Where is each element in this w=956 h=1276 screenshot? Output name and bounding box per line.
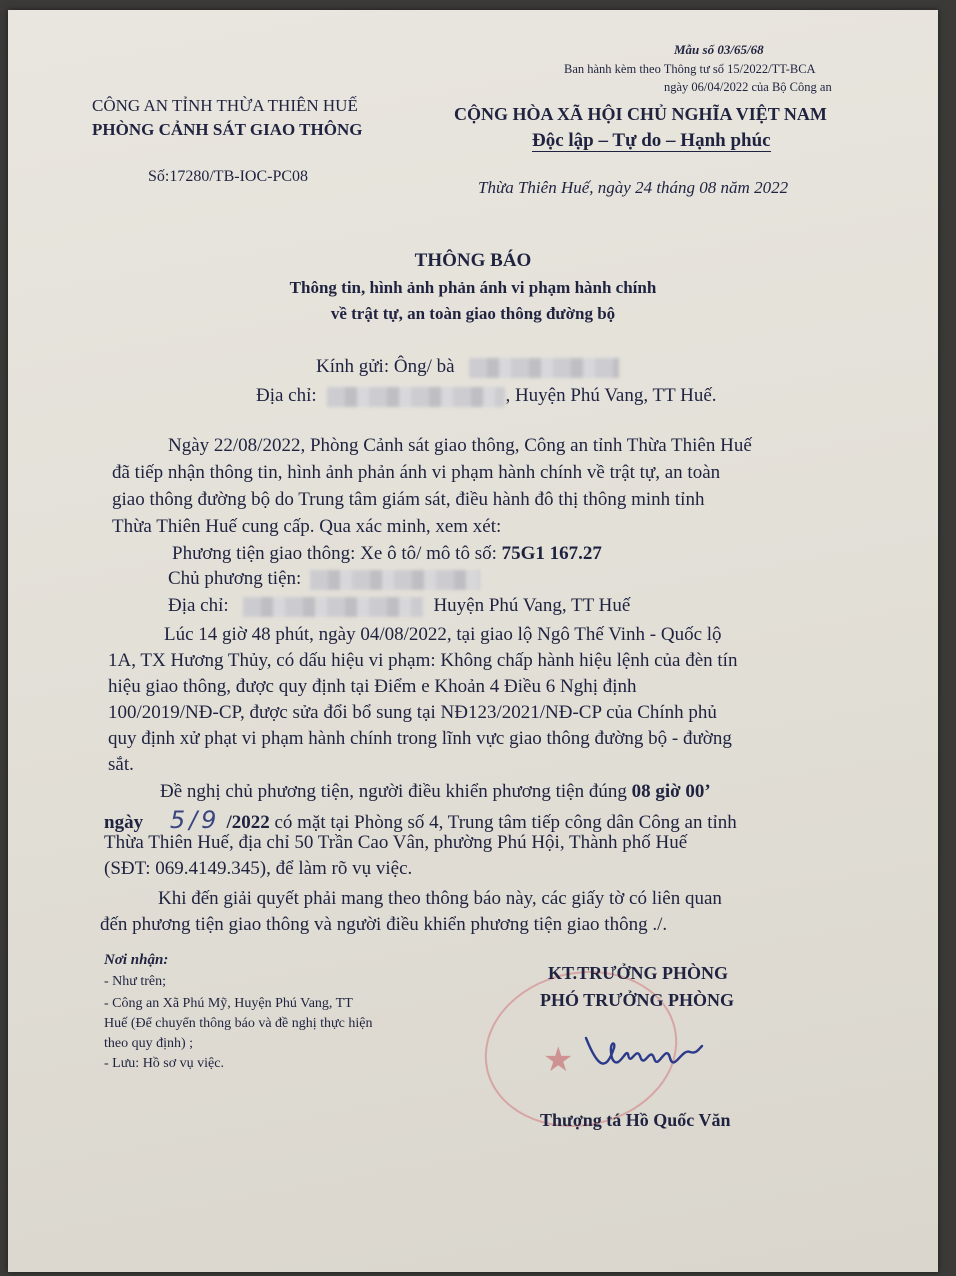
owner-address	[168, 595, 630, 617]
greeting-label: Kính gửi: Ông/ bà	[316, 356, 455, 377]
place-date: Thừa Thiên Huế, ngày 24 tháng 08 năm 2022	[478, 178, 789, 197]
recipient-item: - Lưu: Hồ sơ vụ việc.	[104, 1056, 224, 1071]
recipient-address	[256, 385, 717, 407]
vehicle-plate: 75G1 167.27	[501, 543, 602, 564]
document-subtitle-1: Thông tin, hình ảnh phản ánh vi phạm hành chính	[289, 278, 657, 297]
signer-title-1: KT.TRƯỞNG PHÒNG	[548, 963, 728, 983]
vehicle-info	[172, 543, 602, 565]
appointment-line	[160, 781, 711, 803]
vehicle-label: Phương tiện giao thông: Xe ô tô/ mô tô số:	[172, 543, 502, 564]
nation-motto	[532, 130, 771, 152]
body-line: đến phương tiện giao thông và người điều khiển phương tiện giao thông ./.	[100, 914, 668, 935]
redacted-owner-address	[243, 597, 423, 617]
body-line: đã tiếp nhận thông tin, hình ảnh phản ánh vi phạm hành chính về trật tự, an toàn	[112, 462, 721, 483]
redacted-name	[469, 358, 619, 378]
body-line: (SĐT: 069.4149.345), để làm rõ vụ việc.	[104, 858, 413, 879]
appointment-year: /2022	[226, 812, 270, 833]
seal-star-icon: ★	[543, 1042, 574, 1079]
nation-title: CỘNG HÒA XÃ HỘI CHỦ NGHĨA VIỆT NAM	[454, 104, 827, 124]
agency-department: PHÒNG CẢNH SÁT GIAO THÔNG	[92, 120, 363, 139]
appointment-place: có mặt tại Phòng số 4, Trung tâm tiếp công dân Công an tỉnh	[269, 812, 737, 833]
owner-address-tail: Huyện Phú Vang, TT Huế	[433, 595, 631, 616]
body-line: giao thông đường bộ do Trung tâm giám sát, điều hành đô thị thông minh tỉnh	[112, 489, 705, 510]
appointment-text: Đề nghị chủ phương tiện, người điều khiển phương tiện đúng	[160, 781, 632, 802]
form-number: Mẫu số 03/65/68	[674, 42, 764, 57]
body-line: 1A, TX Hương Thủy, có dấu hiệu vi phạm: Không chấp hành hiệu lệnh của đèn tín	[108, 650, 738, 671]
document-number: Số:17280/TB-IOC-PC08	[148, 168, 309, 185]
signer-title-2: PHÓ TRƯỞNG PHÒNG	[540, 990, 735, 1010]
body-line: hiệu giao thông, được quy định tại Điểm e Khoản 4 Điều 6 Nghị định	[108, 676, 637, 697]
motto-text: Độc lập – Tự do – Hạnh phúc	[532, 130, 771, 151]
body-line: Thừa Thiên Huế cung cấp. Qua xác minh, xem xét:	[112, 516, 502, 537]
issued-by-line2: ngày 06/04/2022 của Bộ Công an	[664, 80, 832, 94]
appointment-date-line	[104, 806, 737, 834]
body-line: Khi đến giải quyết phải mang theo thông báo này, các giấy tờ có liên quan	[158, 888, 722, 909]
document-page	[8, 10, 938, 1272]
document-title: THÔNG BÁO	[414, 250, 532, 271]
signature	[578, 1028, 708, 1078]
address-label: Địa chỉ:	[256, 385, 317, 406]
appointment-time: 08 giờ 00’	[631, 781, 711, 802]
redacted-address	[327, 387, 505, 407]
body-line: Thừa Thiên Huế, địa chỉ 50 Trần Cao Vân, phường Phú Hội, Thành phố Huế	[104, 832, 688, 853]
day-label: ngày	[104, 812, 144, 833]
agency-name: CÔNG AN TỈNH THỪA THIÊN HUẾ	[92, 96, 358, 115]
address-tail: , Huyện Phú Vang, TT Huế.	[505, 385, 717, 406]
recipient-item: - Như trên;	[104, 974, 167, 989]
issued-by-line1: Ban hành kèm theo Thông tư số 15/2022/TT-BCA	[564, 62, 816, 76]
body-line: sắt.	[108, 754, 134, 775]
handwritten-date: 5/9	[169, 806, 221, 834]
document-subtitle-2: về trật tự, an toàn giao thông đường bộ	[330, 304, 616, 323]
owner-info	[168, 568, 480, 590]
recipient-item: Huế (Để chuyển thông báo và đề nghị thực hiện	[104, 1016, 373, 1031]
redacted-owner	[310, 570, 480, 590]
body-line: Lúc 14 giờ 48 phút, ngày 04/08/2022, tại giao lộ Ngô Thế Vinh - Quốc lộ	[164, 624, 722, 645]
owner-label: Chủ phương tiện:	[168, 568, 302, 589]
recipient-greeting	[316, 356, 619, 378]
owner-address-label: Địa chỉ:	[168, 595, 229, 616]
recipient-item: - Công an Xã Phú Mỹ, Huyện Phú Vang, TT	[104, 996, 353, 1011]
recipient-item: theo quy định) ;	[104, 1036, 194, 1051]
body-line: 100/2019/NĐ-CP, được sửa đổi bổ sung tại NĐ123/2021/NĐ-CP của Chính phủ	[108, 702, 717, 723]
body-line: Ngày 22/08/2022, Phòng Cảnh sát giao thông, Công an tỉnh Thừa Thiên Huế	[168, 435, 752, 456]
signer-name: Thượng tá Hồ Quốc Văn	[540, 1110, 731, 1130]
body-line: quy định xử phạt vi phạm hành chính trong lĩnh vực giao thông đường bộ - đường	[108, 728, 732, 749]
recipients-title: Nơi nhận:	[104, 952, 169, 968]
